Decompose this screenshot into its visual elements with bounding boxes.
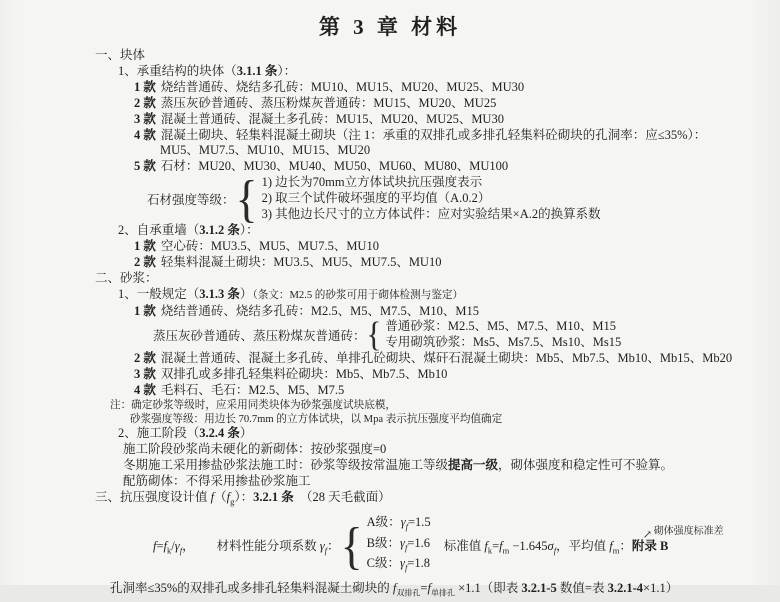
mortar-note-2 — [130, 413, 754, 427]
mean-label: ，平均值 — [556, 539, 610, 554]
item-text: 烧结普通砖、烧结多孔砖：M2.5、M5、M7.5、M10、M15 — [160, 303, 479, 318]
autoclaved-label: 蒸压灰砂普通砖、蒸压粉煤灰普通砖： — [153, 329, 366, 344]
item-text: 混凝土砌块、轻集料混凝土砌块（注 1：承重的双排孔或多排孔轻集料砼砌块的孔洞率：应≤35%）： — [160, 127, 707, 142]
clause-ref: 3.1.3 条 — [199, 286, 240, 301]
subsection-text-tail: ）： — [239, 222, 259, 237]
formula-left — [153, 536, 340, 556]
line-text: 施工阶段砂浆尚未硬化的新砌体：按砂浆强度=0 — [123, 442, 387, 457]
self-supporting-item-2 — [134, 255, 754, 271]
item-text: 轻集料混凝土砌块：MU3.5、MU5、MU7.5、MU10 — [160, 254, 442, 269]
construction-line-2 — [123, 458, 754, 474]
stone-grade-label: 石材强度等级： — [147, 193, 235, 208]
symbol-fk: f — [484, 539, 488, 554]
stone-grade-items — [262, 175, 601, 223]
subsection-text-tail: ） — [239, 426, 253, 441]
item-text: 蒸压灰砂普通砖、蒸压粉煤灰普通砖：MU15、MU20、MU25 — [160, 95, 497, 110]
note-text: 砂浆强度等级：用边长 70.7mm 的立方体试块，以 Mpa 表示抗压强度平均值确定 — [130, 413, 503, 425]
item-number: 2 款 — [134, 351, 156, 366]
paren-open: （ — [214, 489, 227, 504]
section-heading-text: 一、块体 — [95, 48, 146, 62]
clause-ref: 3.1.2 条 — [199, 222, 240, 237]
document-content — [0, 41, 780, 602]
subsection-text: 2、自承重墙（ — [118, 222, 200, 237]
symbol-gamma-sub: f — [404, 562, 408, 573]
grade-value: =1.8 — [407, 555, 430, 570]
line-text-tail: ×1.1） — [643, 581, 679, 596]
section-heading-text: 二、砂浆： — [95, 270, 158, 285]
line-text: ×1.1（即表 — [454, 581, 522, 596]
grade-label: A级： — [366, 515, 401, 530]
grade-value: =1.5 — [408, 515, 431, 530]
item-number: 1 款 — [134, 238, 156, 253]
comma: ， — [182, 539, 195, 554]
appendix-ref: 附录 B — [631, 539, 669, 554]
section-heading-mortar — [95, 271, 754, 287]
stone-grade-item-2: 2) 取三个试件破坏强度的平均值（A.0.2） — [261, 191, 491, 206]
std-label: 标准值 — [443, 539, 485, 554]
grade-factor-items — [367, 515, 431, 576]
inline-note: （条文：M2.5 的砂浆可用于砌体检测与鉴定） — [252, 289, 464, 301]
construction-line-3 — [123, 474, 754, 490]
paren-close: ）： — [234, 489, 254, 504]
colon: ： — [619, 539, 632, 554]
item-number: 4 款 — [134, 383, 156, 398]
symbol-gamma-sub: f — [404, 542, 408, 553]
clause-item-4 — [134, 128, 754, 144]
subsection-text-tail: ）： — [277, 63, 297, 78]
item-text: 双排孔或多排孔轻集料砼砌块：Mb5、Mb7.5、Mb10 — [160, 367, 448, 382]
symbol-fg-sub: g — [230, 496, 235, 507]
line-text-bold: 提高一级 — [448, 457, 499, 472]
symbol-sigma-sub: f — [553, 545, 557, 556]
symbol-fm-sub: m — [502, 545, 510, 556]
left-brace-decoration — [367, 320, 382, 351]
symbol-f-double-sub: 双排孔 — [396, 588, 421, 598]
item-number: 1 款 — [134, 303, 156, 318]
grade-label: C级： — [366, 555, 400, 570]
subsection-text-tail: ） — [239, 286, 253, 301]
heading-tail: （28 天毛截面） — [293, 489, 391, 504]
symbol-gamma: γ — [400, 535, 405, 550]
clause-ref: 3.1.1 条 — [236, 63, 278, 78]
item-text: 空心砖：MU3.5、MU5、MU7.5、MU10 — [160, 238, 379, 253]
section-heading-strength — [95, 490, 754, 510]
equals: = — [156, 539, 164, 554]
grade-value: =1.6 — [407, 535, 430, 550]
sigma-annotation: 砌体强度标准差 — [653, 526, 724, 538]
subsection-self-supporting-heading — [118, 223, 754, 239]
chapter-title: 第 3 章 材料 — [318, 15, 462, 39]
clause-ref: 3.2.1 条 — [253, 489, 294, 504]
subsection-text: 2、施工阶段（ — [118, 426, 200, 441]
symbol-f: f — [153, 539, 157, 554]
grade-c-row — [367, 556, 431, 576]
subsection-general-rules-heading — [118, 287, 754, 304]
hole-rate-line — [110, 581, 754, 601]
symbol-fk-sub: k — [167, 545, 172, 556]
line-text: 孔洞率≤35%的双排孔或多排孔轻集料混凝土砌块的 — [110, 581, 393, 596]
stone-grade-group — [147, 175, 754, 223]
symbol-gamma-sub: f — [179, 545, 183, 556]
colon: ： — [327, 539, 340, 554]
clause-item-1 — [134, 80, 754, 96]
item-number: 2 款 — [134, 95, 156, 110]
symbol-fg: f — [226, 489, 231, 504]
item-text: MU5、MU7.5、MU10、MU15、MU20 — [160, 143, 371, 158]
subsection-load-bearing-heading — [118, 64, 754, 80]
symbol-fk-sub: k — [487, 545, 493, 556]
symbol-f: f — [210, 489, 215, 504]
autoclaved-brick-mortar-group — [153, 319, 754, 351]
symbol-gamma: γ — [174, 539, 180, 554]
item-number: 4 款 — [134, 127, 156, 142]
grade-a-row — [367, 515, 431, 535]
mortar-item-2 — [134, 351, 754, 367]
line-text: 配筋砌体：不得采用掺盐砂浆施工 — [123, 473, 311, 488]
item-text: 混凝土普通砖、混凝土多孔砖、单排孔砼砌块、煤矸石混凝土砌块：Mb5、Mb7.5、Mb10、Mb15、Mb20 — [160, 351, 733, 366]
design-value-formula-row — [153, 515, 754, 576]
item-text: 毛料石、毛石：M2.5、M5、M7.5 — [160, 383, 345, 398]
table-ref: 3.2.1-5 — [521, 581, 557, 596]
autoclaved-items — [385, 319, 621, 351]
symbol-gamma: γ — [400, 515, 406, 530]
item-text: 混凝土普通砖、混凝土多孔砖：MU15、MU20、MU25、MU30 — [160, 111, 504, 126]
autoclaved-item-2: 专用砌筑砂浆：Ms5、Ms7.5、Ms10、Ms15 — [385, 335, 622, 350]
left-brace-decoration — [341, 523, 363, 569]
mortar-note-1 — [110, 399, 754, 413]
symbol-gamma: γ — [319, 539, 325, 554]
mortar-item-4 — [134, 383, 754, 399]
item-number: 3 款 — [134, 111, 156, 126]
clause-item-5 — [134, 159, 754, 175]
symbol-fk: f — [163, 539, 168, 554]
item-number: 3 款 — [134, 367, 156, 382]
symbol-gamma: γ — [400, 555, 405, 570]
item-text: 烧结普通砖、烧结多孔砖：MU10、MU15、MU20、MU25、MU30 — [160, 79, 525, 94]
equals: = — [492, 539, 500, 554]
symbol-f-single-sub: 单排孔 — [430, 588, 455, 598]
note-text: 注：确定砂浆等级时，应采用同类块体为砂浆强度试块底模， — [110, 399, 397, 411]
symbol-f-double: f — [392, 581, 397, 596]
mortar-item-3 — [134, 367, 754, 383]
line-text: 冬期施工采用掺盐砂浆法施工时：砂浆等级按常温施工等级 — [123, 457, 449, 472]
annotation-arrow-icon: ↗ — [642, 529, 652, 542]
stone-grade-item-3: 3) 其他边长尺寸的立方体试件：应对实验结果×A.2的换算系数 — [261, 207, 601, 222]
symbol-gamma-sub: f — [405, 521, 408, 532]
subsection-construction-heading — [118, 426, 754, 442]
left-brace-decoration — [236, 176, 258, 222]
standard-value-expression — [443, 526, 724, 556]
line-text-tail: ，砌体强度和稳定性可不验算。 — [498, 457, 674, 472]
section-heading-blocks — [95, 48, 754, 64]
line-text: 数值=表 — [556, 581, 608, 596]
clause-item-4-continuation — [160, 143, 754, 159]
symbol-fm: f — [499, 539, 503, 554]
item-text: 石材：MU20、MU30、MU40、MU50、MU60、MU80、MU100 — [160, 159, 509, 174]
factor-label: 材料性能分项系数 — [216, 539, 320, 554]
symbol-fm-sub: m — [612, 545, 620, 556]
symbol-sigma: σ — [547, 539, 554, 554]
autoclaved-item-1: 普通砂浆：M2.5、M5、M7.5、M10、M15 — [385, 319, 616, 334]
mortar-item-1 — [134, 304, 754, 320]
construction-line-1 — [123, 442, 754, 458]
self-supporting-item-1 — [134, 239, 754, 255]
grade-label: B级： — [366, 535, 400, 550]
subsection-text: 1、承重结构的块体（ — [118, 63, 237, 78]
symbol-gamma-sub: f — [324, 545, 328, 556]
minus-term: −1.645 — [509, 539, 548, 554]
equals: = — [420, 581, 428, 596]
section-heading-text: 三、抗压强度设计值 — [95, 489, 211, 504]
clause-item-3 — [134, 112, 754, 128]
item-number: 1 款 — [134, 79, 156, 94]
symbol-f-single: f — [427, 581, 431, 596]
table-ref: 3.2.1-4 — [607, 581, 644, 596]
grade-b-row — [367, 536, 431, 556]
symbol-fm: f — [609, 539, 613, 554]
slash: / — [171, 539, 175, 554]
clause-item-2 — [134, 96, 754, 112]
subsection-text: 1、一般规定（ — [118, 286, 200, 301]
clause-ref: 3.2.4 条 — [199, 426, 240, 441]
stone-grade-item-1: 1) 边长为70mm立方体试块抗压强度表示 — [261, 175, 483, 190]
item-number: 5 款 — [134, 159, 156, 174]
item-number: 2 款 — [134, 254, 156, 269]
